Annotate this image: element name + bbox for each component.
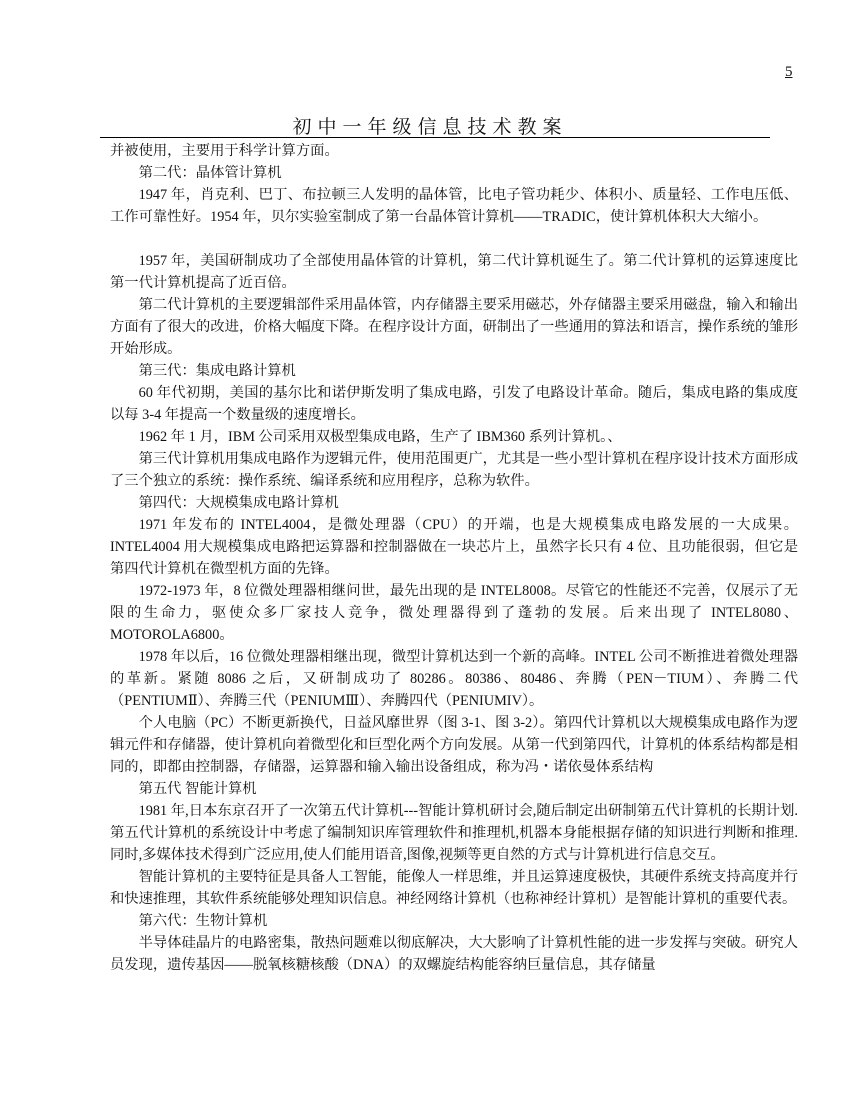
section-heading: 第六代：生物计算机 (138, 913, 268, 929)
paragraph: 60 年代初期，美国的基尔比和诺伊斯发明了集成电路，引发了电路设计革命。随后，集成电路的集成度以每 3-4 年提高一个数量级的速度增长。 (110, 385, 798, 423)
section-heading: 第四代：大规模集成电路计算机 (138, 495, 339, 511)
paragraph: 1972-1973 年，8 位微处理器相继问世，最先出现的是 INTEL8008。尽管它的性能还不完善，仅展示了无限的生命力，驱使众多厂家技人竞争，微处理器得到了蓬勃的发展。后来出现了 INTEL8080、MOTOROLA6800。 (110, 583, 798, 643)
page-title: 初中一年级信息技术教案 (292, 116, 568, 138)
document-body (110, 140, 798, 976)
paragraph: 1971 年发布的 INTEL4004，是微处理器（CPU）的开端，也是大规模集成电路发展的一大成果。INTEL4004 用大规模集成电路把运算器和控制器做在一块芯片上，虽然字长只有 4 位、且功能很弱，但它是第四代计算机在微型机方面的先锋。 (110, 517, 798, 577)
paragraph: 1978 年以后，16 位微处理器相继出现，微型计算机达到一个新的高峰。INTEL 公司不断推进着微处理器的革新。紧随 8086 之后，又研制成功了 80286。80386、80486、奔腾（PEN－TIUM）、奔腾二代（PENTIUMⅡ）、奔腾三代（PENIUMⅢ）、奔腾四代（PENIUMIV）。 (110, 649, 798, 709)
paragraph: 第三代计算机用集成电路作为逻辑元件，使用范围更广，尤其是一些小型计算机在程序设计技术方面形成了三个独立的系统：操作系统、编译系统和应用程序，总称为软件。 (110, 451, 798, 489)
paragraph: 1947 年，肖克利、巴丁、布拉顿三人发明的晶体管，比电子管功耗少、体积小、质量轻、工作电压低、工作可靠性好。1954 年，贝尔实验室制成了第一台晶体管计算机——TRADIC，使计算机体积大大缩小。 (110, 187, 798, 225)
paragraph: 半导体硅晶片的电路密集，散热问题难以彻底解决，大大影响了计算机性能的进一步发挥与突破。研究人员发现，遗传基因——脱氧核糖核酸（DNA）的双螺旋结构能容纳巨量信息，其存储量 (110, 935, 798, 973)
section-heading: 第五代 智能计算机 (138, 781, 257, 797)
blank-line (110, 228, 798, 250)
paragraph: 1962 年 1 月，IBM 公司采用双极型集成电路，生产了 IBM360 系列计算机。、 (138, 429, 622, 445)
title-rule (100, 137, 770, 138)
section-heading: 第三代：集成电路计算机 (138, 363, 296, 379)
paragraph: 个人电脑（PC）不断更新换代，日益风靡世界（图 3-1、图 3-2）。第四代计算机以大规模集成电路作为逻辑元件和存储器，使计算机向着微型化和巨型化两个方向发展。从第一代到第四代，计算机的体系结构都是相同的，即都由控制器，存储器，运算器和输入输出设备组成，称为冯・诺依曼体系结构 (110, 715, 798, 775)
paragraph: 并被使用，主要用于科学计算方面。 (110, 143, 339, 159)
paragraph: 1981 年,日本东京召开了一次第五代计算机---智能计算机研讨会,随后制定出研制第五代计算机的长期计划.第五代计算机的系统设计中考虑了编制知识库管理软件和推理机,机器本身能根据存储的知识进行判断和推理.同时,多媒体技术得到广泛应用,使人们能用语音,图像,视频等更自然的方式与计算机进行信息交互。 (110, 803, 798, 863)
paragraph: 智能计算机的主要特征是具备人工智能，能像人一样思维，并且运算速度极快，其硬件系统支持高度并行和快速推理，其软件系统能够处理知识信息。神经网络计算机（也称神经计算机）是智能计算机的重要代表。 (110, 869, 798, 907)
page-number: 5 (785, 64, 793, 80)
paragraph: 1957 年，美国研制成功了全部使用晶体管的计算机，第二代计算机诞生了。第二代计算机的运算速度比第一代计算机提高了近百倍。 (110, 253, 798, 291)
paragraph: 第二代计算机的主要逻辑部件采用晶体管，内存储器主要采用磁芯，外存储器主要采用磁盘，输入和输出方面有了很大的改进，价格大幅度下降。在程序设计方面，研制出了一些通用的算法和语言，操作系统的雏形开始形成。 (110, 297, 798, 357)
section-heading: 第二代：晶体管计算机 (138, 165, 282, 181)
